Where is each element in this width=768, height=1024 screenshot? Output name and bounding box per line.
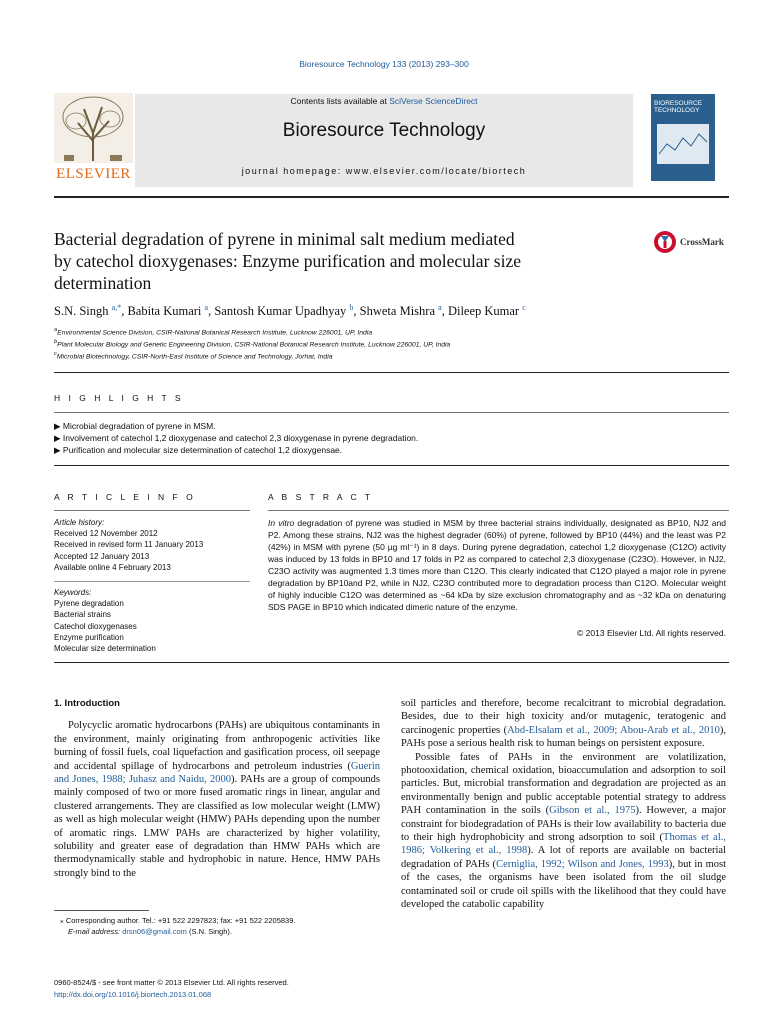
article-title — [54, 228, 614, 294]
abstract-text: degradation of pyrene was studied in MSM by three bacterial strains individually, designated as BP10, NJ2 and P2. Among these strains, NJ2 was the highest degrader (60%) of pyrene, followed by BP10 (44%) and the least was P2 (42%) in MSM with pyrene (50 µg ml⁻¹) in 8 days. During pyrene degradation, catechol 1,2 dioxygenase (C12O) activity was induced by 13 folds in BP10 and 17 folds in P2 as compared to catechol 2,3 dioxygenase (C23O). However, in NJ2, C23O activity was augmented 1.3 times more than C12O. This clearly indicated that C12O played a major role in pyrene degradation by BP10and P2, while in NJ2, C23O contributed more to degradation process than C12O. Molecular weight of highly inducible C12O was determined as ~64 kDa by size exclusion chromatography and as ~32 kDa on denaturing SDS PAGE in BP10 which indicated dimeric nature of the enzyme. — [268, 518, 726, 612]
author[interactable]: Dileep Kumar $^c$ — [447, 303, 526, 319]
sciencedirect-link[interactable]: SciVerse ScienceDirect — [389, 96, 478, 106]
keyword: Pyrene degradation — [54, 599, 124, 609]
divider — [54, 465, 729, 466]
highlight-item: ▶ Purification and molecular size determination of catechol 1,2 dioxygensae. — [54, 445, 343, 455]
issn-line: 0960-8524/$ - see front matter © 2013 Elsevier Ltd. All rights reserved. — [54, 978, 289, 987]
crossmark-icon — [653, 230, 677, 254]
author[interactable]: Shweta Mishra $^a$ — [359, 303, 442, 319]
article-history — [54, 517, 254, 573]
divider — [268, 510, 729, 511]
doi-link[interactable]: http://dx.doi.org/10.1016/j.biortech.2013.01.068 — [54, 990, 212, 999]
footnote-rule — [54, 910, 149, 911]
corresponding-author: ⁎ Corresponding author. Tel.: +91 522 2297823; fax: +91 522 2205839. — [60, 916, 296, 925]
journal-citation[interactable]: Bioresource Technology 133 (2013) 293–300 — [299, 59, 469, 69]
paragraph: soil particles and therefore, become recalcitrant to microbial degradation. Besides, due to their high toxicity and/or mutagenic, teratogenic and carcinogenic properties (Abd-Elsalam et al., 2009; Abou-Arab et al., 2010), PAHs pose a serious health risk to human beings on persistent exposure. — [401, 698, 726, 750]
keywords — [54, 587, 254, 654]
reference-link[interactable]: Cerniglia, 1992; Wilson and Jones, 1993 — [496, 858, 669, 870]
contents-line — [135, 96, 633, 106]
email-label: E-mail address: — [68, 926, 121, 936]
author[interactable]: S.N. Singh $^{a,*}$ — [54, 303, 122, 319]
divider — [54, 372, 729, 373]
author[interactable]: Babita Kumari $^a$ — [127, 303, 209, 319]
paragraph: Polycyclic aromatic hydrocarbons (PAHs) are ubiquitous contaminants in the environment, mainly originating from anthropogenic activities like burning of fossil fuels, coal liquefaction and gasification process, oil seepage and accidental spillage of hydrocarbons and petroleum industries (Guerin and Jones, 1988; Juhasz and Naidu, 2000). PAHs are a group of compounds mainly composed of two or more fused aromatic rings in linear, angular and clustered arrangements. They are classified as low molecular weight (LMW) as well as high molecular weight (HMW) PAHs depending upon the number of aromatic rings. LMW PAHs are characterized by higher volatility, solubility and greater ease of degradation than HMW PAHs which are thermodynamically stable and hydrophobic in nature. Hence, HMW PAHs strongly bind to the — [54, 720, 380, 879]
reference-link[interactable]: Thomas et al., 1986; Volkering et al., 1998 — [401, 832, 726, 857]
journal-name: Bioresource Technology — [282, 120, 486, 141]
affiliation: $^a$Environmental Science Division, CSIR-National Botanical Research Institute, Lucknow 226001, UP, India — [54, 327, 373, 337]
contents-prefix: Contents lists available at — [290, 96, 390, 106]
divider — [54, 662, 729, 663]
title-line: determination — [54, 273, 152, 293]
title-line: Bacterial degradation of pyrene in minimal salt medium mediated — [54, 229, 515, 249]
title-line: by catechol dioxygenases: Enzyme purification and molecular size — [54, 251, 521, 271]
intro-right-column — [401, 697, 726, 912]
paragraph: Possible fates of PAHs in the environment are volatilization, photooxidation, chemical oxidation, bioaccumulation and adsorption to soil particles. But, microbial transformation and degradation are projected as an environmentally benign and public acceptable potential strategy to address PAH contamination in the soils (Gibson et al., 1975). However, a major constraint for biodegradation of PAHs is their low availability to bacteria due to their high hydrophobicity and strong adsorption to soil (Thomas et al., 1986; Volkering et al., 1998). A lot of reports are available on bacterial degradation of PAHs (Cerniglia, 1992; Wilson and Jones, 1993), but in most of the cases, the organisms have been isolated from the oil sludge contaminated soil or crude oil spills with the likelihood that they could have developed the catabolic capability — [401, 751, 726, 911]
author[interactable]: Santosh Kumar Upadhyay $^b$ — [214, 303, 354, 319]
history-entry: Available online 4 February 2013 — [54, 562, 171, 572]
journal-homepage[interactable]: journal homepage: www.elsevier.com/locate/biortech — [241, 166, 527, 176]
history-entry: Accepted 12 January 2013 — [54, 551, 150, 561]
footnote: ⁎ Corresponding author. Tel.: +91 522 2297823; fax: +91 522 2205839. E-mail address: drsn06@gmail.com (S.N. Singh). — [60, 916, 380, 937]
reference-link[interactable]: Abd-Elsalam et al., 2009; Abou-Arab et al., 2010 — [507, 724, 720, 736]
author-list: S.N. Singh $^{a,*}$, Babita Kumari $^a$, Santosh Kumar Upadhyay $^b$, Shweta Mishra $^a$, Dileep Kumar $^c$ — [54, 303, 526, 319]
cover-title: BIORESOURCE TECHNOLOGY — [654, 100, 703, 114]
keyword: Bacterial strains — [54, 610, 111, 620]
intro-left-column — [54, 697, 380, 880]
crossmark-badge[interactable] — [653, 230, 724, 254]
article-info-heading: A R T I C L E I N F O — [54, 492, 196, 502]
highlights-heading: H I G H L I G H T S — [54, 393, 184, 403]
history-label: Article history: — [54, 518, 105, 527]
header-divider — [54, 196, 729, 198]
history-entry: Received in revised form 11 January 2013 — [54, 540, 204, 550]
abstract-body — [268, 517, 726, 613]
history-entry: Received 12 November 2012 — [54, 529, 158, 539]
reference-link[interactable]: Gibson et al., 1975 — [549, 805, 636, 817]
divider — [54, 581, 250, 582]
affiliation: $^b$Plant Molecular Biology and Genetic Engineering Division, CSIR-National Botanical Research Institute, Lucknow 226001, UP, India — [54, 339, 451, 349]
crossmark-label: CrossMark — [680, 237, 724, 247]
abstract-lead: In vitro — [268, 518, 295, 528]
email-link[interactable]: drsn06@gmail.com — [122, 926, 187, 936]
publisher-logo-text: ELSEVIER — [56, 166, 131, 182]
highlight-item: ▶ Involvement of catechol 1,2 dioxygenase and catechol 2,3 dioxygenase in pyrene degradation. — [54, 433, 419, 443]
section-heading: 1. Introduction — [54, 698, 120, 709]
abstract-heading: A B S T R A C T — [268, 492, 374, 502]
reference-link[interactable]: Guerin and Jones, 1988; Juhasz and Naidu, 2000 — [54, 760, 380, 786]
keyword: Molecular size determination — [54, 644, 156, 654]
keyword: Catechol dioxygenases — [54, 621, 137, 631]
divider — [54, 412, 729, 413]
highlight-item: ▶ Microbial degradation of pyrene in MSM. — [54, 421, 216, 431]
keyword: Enzyme purification — [54, 632, 124, 642]
copyright: © 2013 Elsevier Ltd. All rights reserved. — [577, 628, 726, 638]
divider — [54, 510, 250, 511]
affiliation: $^c$Microbial Biotechnology, CSIR-North-East Institute of Science and Technology, Jorhat, India — [54, 351, 333, 361]
keywords-label: Keywords: — [54, 588, 92, 597]
